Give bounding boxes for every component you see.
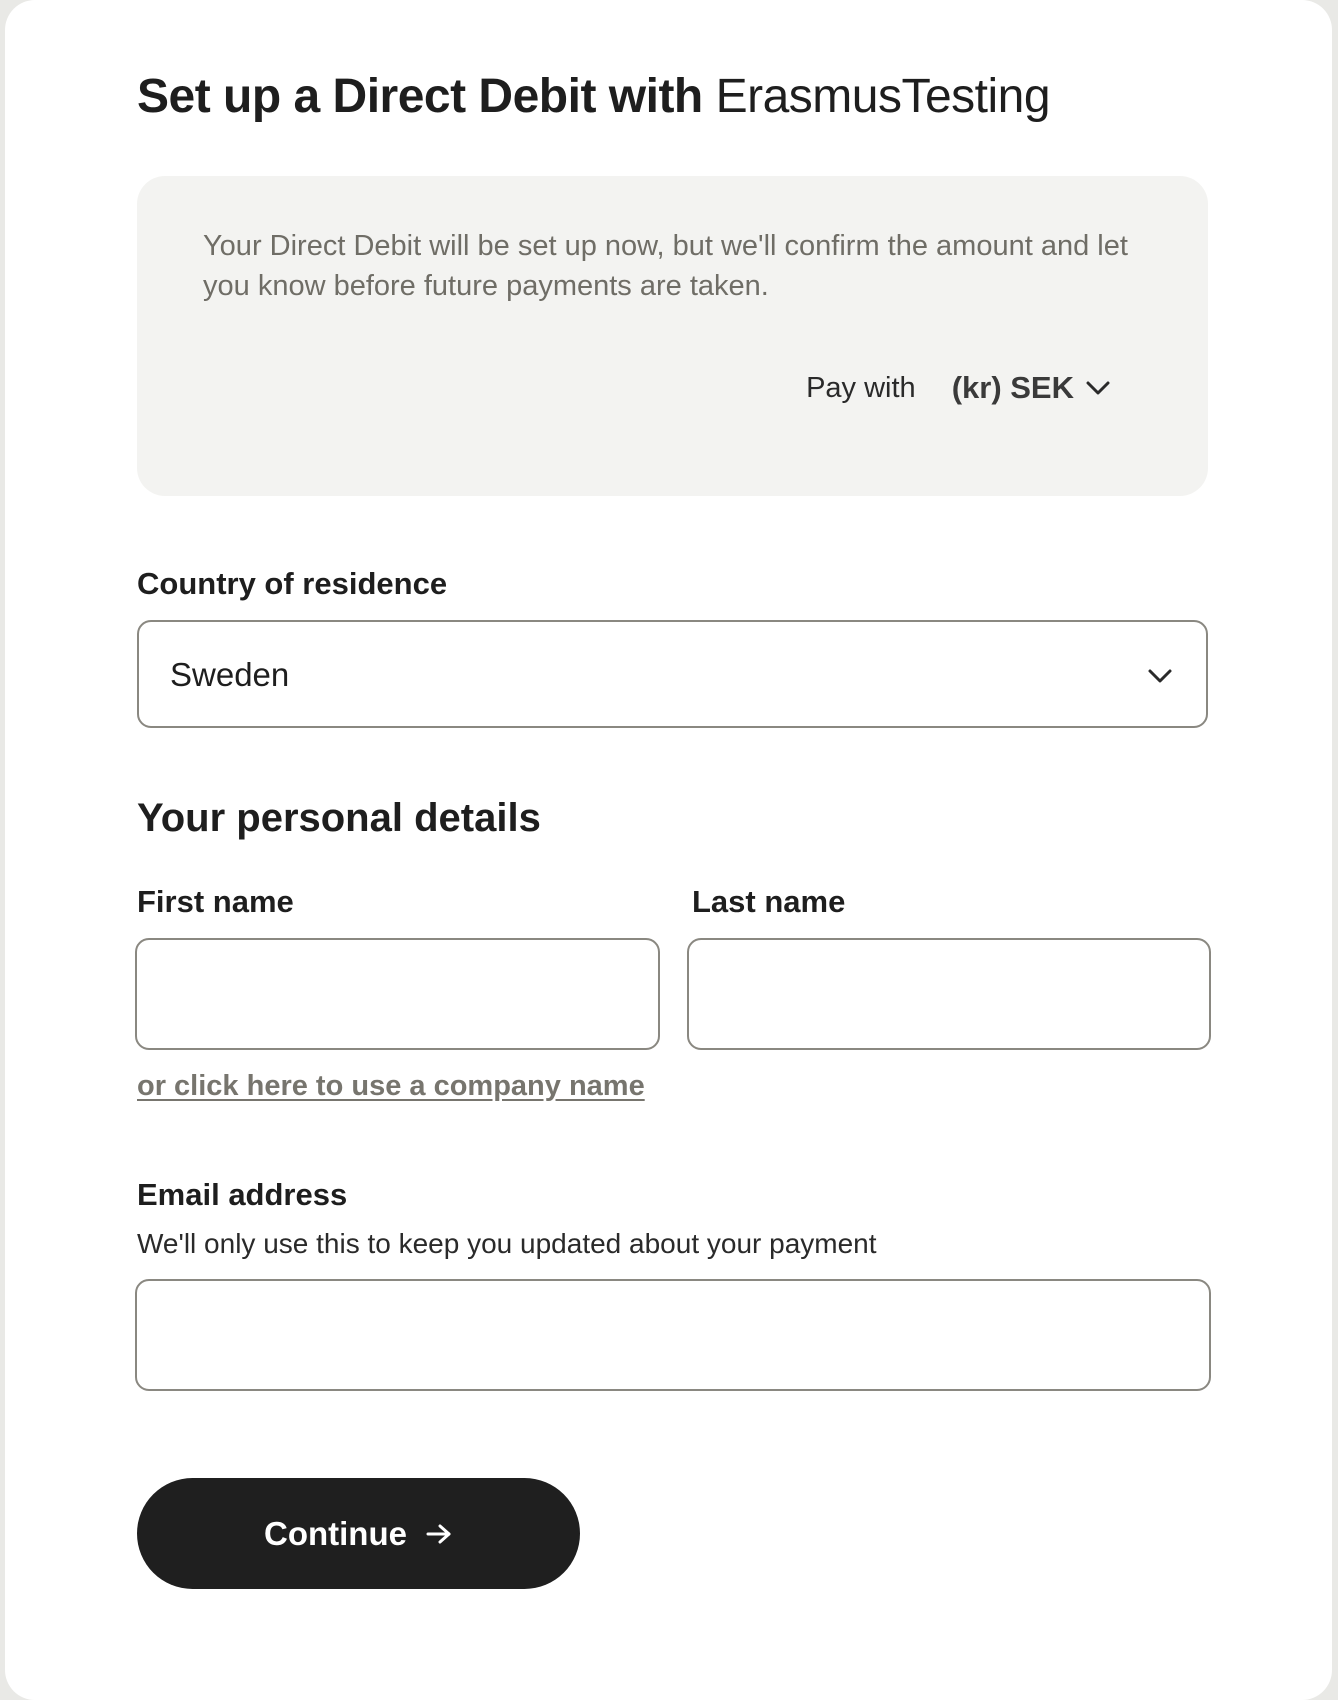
chevron-down-icon bbox=[1146, 666, 1174, 686]
personal-details-heading: Your personal details bbox=[137, 796, 541, 840]
email-label: Email address bbox=[137, 1177, 348, 1212]
currency-value[interactable]: (kr) SEK bbox=[951, 370, 1074, 405]
arrow-right-icon bbox=[425, 1522, 453, 1546]
country-selected-value: Sweden bbox=[170, 656, 290, 693]
currency-selector[interactable] bbox=[806, 370, 1112, 406]
payment-info-message: Your Direct Debit will be set up now, but we'll confirm the amount and let you know before future payments are taken. bbox=[203, 230, 1128, 302]
form-card bbox=[5, 0, 1332, 1700]
last-name-input[interactable] bbox=[687, 938, 1211, 1050]
continue-button[interactable] bbox=[137, 1478, 580, 1589]
payment-info-box bbox=[137, 176, 1208, 496]
first-name-input[interactable] bbox=[135, 938, 660, 1050]
page-title bbox=[137, 64, 1050, 130]
pay-with-label: Pay with bbox=[806, 371, 916, 404]
last-name-label: Last name bbox=[692, 884, 846, 919]
first-name-label: First name bbox=[137, 884, 294, 919]
chevron-down-icon[interactable] bbox=[1084, 378, 1112, 398]
continue-button-label: Continue bbox=[264, 1514, 407, 1552]
email-input[interactable] bbox=[135, 1279, 1211, 1391]
email-helper-text: We'll only use this to keep you updated about your payment bbox=[137, 1228, 877, 1259]
use-company-name-link[interactable]: or click here to use a company name bbox=[137, 1070, 645, 1102]
merchant-name: ErasmusTesting bbox=[715, 70, 1051, 123]
country-label: Country of residence bbox=[137, 566, 448, 601]
country-select[interactable] bbox=[137, 620, 1208, 728]
title-prefix: Set up a Direct Debit with bbox=[137, 70, 703, 123]
